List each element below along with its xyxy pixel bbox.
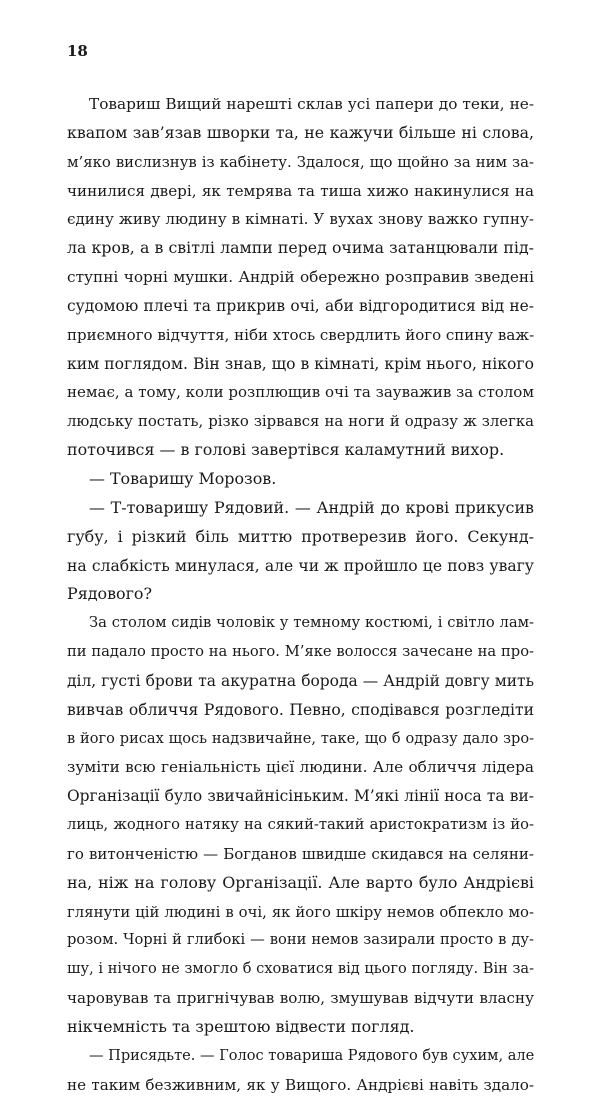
page-number: 18 (67, 42, 88, 60)
text-line: чаровував та пригнічував волю, змушував відчути власну (67, 989, 534, 1008)
text-line: приємного відчуття, ніби хтось свердлить його спину важ- (67, 325, 534, 344)
text-line: на, ніж на голову Організації. Але варто було Андрієві (67, 872, 534, 892)
text-line: зуміти всю геніальність цієї людини. Але обличчя лідера (67, 758, 534, 777)
text-line: не таким безживним, як у Вищого. Андрієві навіть здало- (67, 1075, 534, 1094)
text-line: — Присядьте. — Голос товариша Рядового був сухим, але (89, 1046, 534, 1064)
text-line: Рядового? (67, 584, 152, 604)
text-line: судомою плечі та прикрив очі, аби відгородитися від не- (67, 296, 534, 315)
text-line: діл, густі брови та акуратна борода — Андрій довгу мить (67, 671, 534, 690)
text-line: За столом сидів чоловік у темному костюмі, і світло лам- (89, 614, 534, 632)
body-text (67, 90, 534, 1100)
text-line: — Товаришу Морозов. (89, 468, 277, 488)
text-line: лиць, жодного натяку на сякий-такий аристократизм із йо- (67, 816, 534, 834)
text-line: на слабкість минулася, але чи ж пройшло це повз увагу (67, 556, 534, 575)
text-line: вивчав обличчя Рядового. Певно, сподівався розгледіти (67, 700, 534, 719)
text-line: губу, і різкий біль миттю протверезив його. Секунд- (67, 526, 534, 546)
text-line: м’яко вислизнув із кабінету. Здалося, що щойно за ним за- (67, 152, 534, 171)
text-line: розом. Чорні й глибокі — вони немов зазирали просто в ду- (67, 931, 534, 949)
text-line: пи падало просто на нього. М’яке волосся зачесане на про- (67, 643, 534, 661)
text-line: ким поглядом. Він знав, що в кімнаті, крім нього, нікого (67, 354, 534, 373)
text-line: в його рисах щось надзвичайне, таке, що б одразу дало зро- (67, 729, 534, 747)
text-line: шу, і нічого не змогло б сховатися від цього погляду. Він за- (67, 960, 534, 978)
text-line: ступні чорні мушки. Андрій обережно розправив зведені (67, 268, 534, 287)
text-line: єдину живу людину в кімнаті. У вухах знову важко гупну- (67, 210, 534, 229)
text-line: глянути цій людині в очі, як його шкіру немов обпекло мо- (67, 902, 534, 921)
text-line: ла кров, а в світлі лампи перед очима затанцювали під- (67, 238, 534, 258)
text-line: — Т-товаришу Рядовий. — Андрій до крові прикусив (89, 497, 534, 517)
text-line: чинилися двері, як темрява та тиша хижо накинулися на (67, 181, 534, 200)
text-line: поточився — в голові завертівся каламутний вихор. (67, 440, 505, 460)
text-line: квапом зав’язав шворки та, не кажучи більше ні слова, (67, 122, 534, 142)
text-line: немає, а тому, коли розплющив очі та зауважив за столом (67, 383, 534, 402)
text-line: нікчемність та зрештою відвести погляд. (67, 1017, 415, 1036)
text-line: Товариш Вищий нарешті склав усі папери до теки, не- (89, 95, 534, 113)
text-line: людську постать, різко зірвався на ноги й одразу ж злегка (67, 412, 534, 431)
text-line: го витонченістю — Богданов швидше скидався на селяни- (67, 844, 534, 863)
text-line: Організації було звичайнісіньким. М’які лінії носа та ви- (67, 787, 534, 806)
